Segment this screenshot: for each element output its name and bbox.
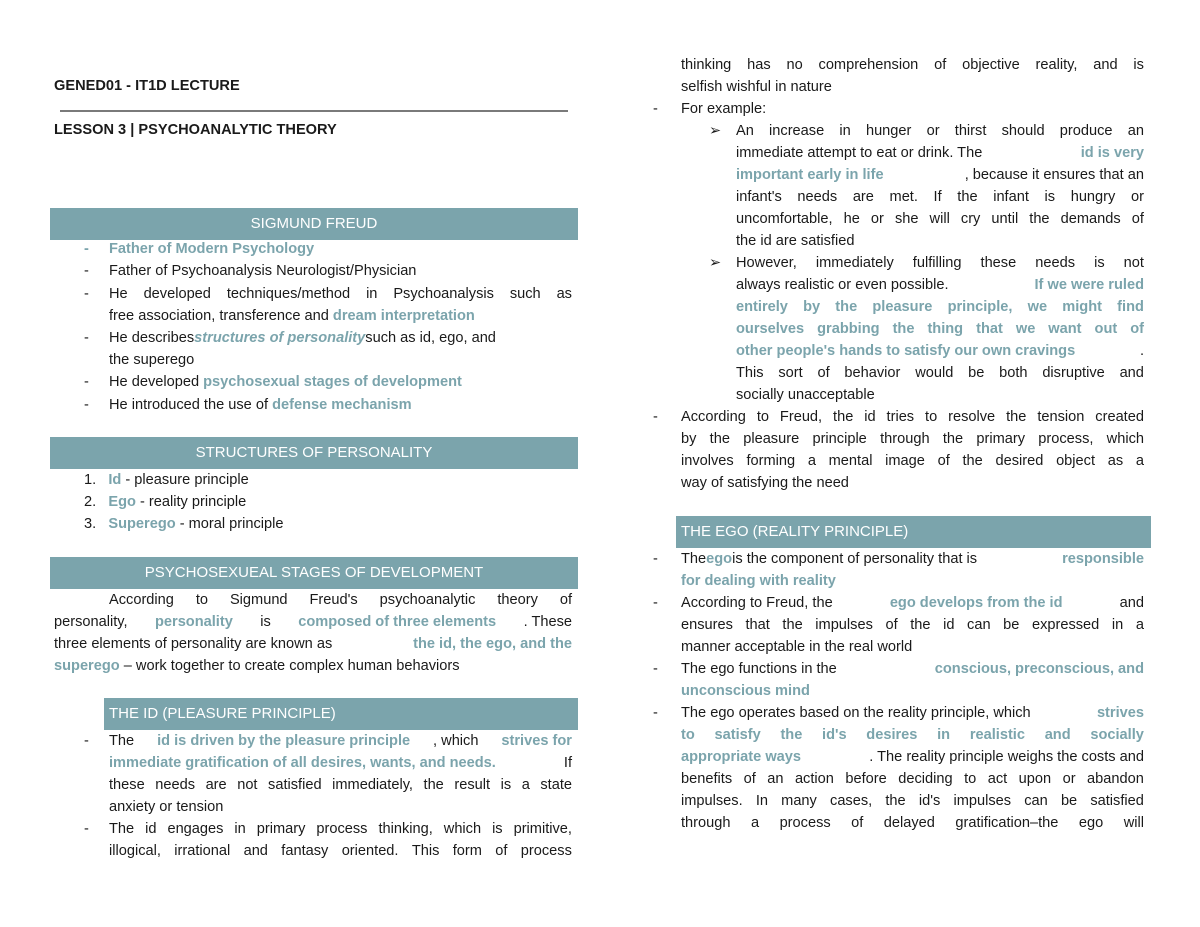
dash: - <box>653 551 658 567</box>
ego-bullet3-line2: unconscious mind <box>681 683 810 699</box>
stages-para-line2: personality, personality is composed of three elements . These <box>54 614 572 630</box>
id-bullet2-line2: illogical, irrational and fantasy oriented. This form of process <box>109 843 572 859</box>
course-title: GENED01 - IT1D LECTURE <box>54 78 240 94</box>
ego-bullet4-line4: benefits of an action before deciding to act upon or abandon <box>681 771 1144 787</box>
id-cont-line2: selfish wishful in nature <box>681 79 832 95</box>
stages-para-line4: superego – work together to create complex human behaviors <box>54 658 460 674</box>
id-bullet1-line3: these needs are not satisfied immediately, the result is a state <box>109 777 572 793</box>
dash: - <box>653 595 658 611</box>
structure-item-superego: 3. Superego - moral principle <box>84 516 284 532</box>
stages-para-line1: According to Sigmund Freud's psychoanalytic theory of <box>109 592 572 608</box>
freud-item-2: Father of Psychoanalysis Neurologist/Physician <box>109 263 417 279</box>
according-line3: involves forming a mental image of the desired object as a <box>681 453 1144 469</box>
example2-line6: This sort of behavior would be both disruptive and <box>736 365 1144 381</box>
example2-line4: ourselves grabbing the thing that we want out of <box>736 321 1144 337</box>
example2-line3: entirely by the pleasure principle, we might find <box>736 299 1144 315</box>
ego-bullet2-line1: According to Freud, the ego develops from the id and <box>681 595 1144 611</box>
example1-line1: An increase in hunger or thirst should produce an <box>736 123 1144 139</box>
example2-line5: other people's hands to satisfy our own cravings . <box>736 343 1144 359</box>
ego-bullet4-line5: impulses. In many cases, the id's impulses can be satisfied <box>681 793 1144 809</box>
example2-line2: always realistic or even possible. If we were ruled <box>736 277 1144 293</box>
freud-item-3-line2: free association, transference and dream interpretation <box>109 308 475 324</box>
according-line2: by the pleasure principle through the primary process, which <box>681 431 1144 447</box>
section-header-stages: PSYCHOSEXUEAL STAGES OF DEVELOPMENT <box>50 557 578 589</box>
according-line1: According to Freud, the id tries to resolve the tension created <box>681 409 1144 425</box>
ego-bullet4-line3: appropriate ways . The reality principle weighs the costs and <box>681 749 1144 765</box>
arrow-bullet-icon: ➢ <box>709 255 722 271</box>
freud-item-6: He introduced the use of defense mechanism <box>109 397 412 413</box>
section-header-ego: THE EGO (REALITY PRINCIPLE) <box>676 516 1151 548</box>
dash: - <box>653 101 658 117</box>
title-divider <box>60 110 568 112</box>
dash: - <box>84 286 89 302</box>
lesson-title: LESSON 3 | PSYCHOANALYTIC THEORY <box>54 122 337 138</box>
example1-line2: immediate attempt to eat or drink. The id is very <box>736 145 1144 161</box>
dash: - <box>653 661 658 677</box>
ego-bullet4-line1: The ego operates based on the reality principle, which strives <box>681 705 1144 721</box>
freud-item-1: Father of Modern Psychology <box>109 241 315 257</box>
example-label: For example: <box>681 101 767 117</box>
dash: - <box>84 397 89 413</box>
ego-bullet2-line2: ensures that the impulses of the id can be expressed in a <box>681 617 1144 633</box>
example1-line3: important early in life , because it ensures that an <box>736 167 1144 183</box>
ego-bullet4-line2: to satisfy the id's desires in realistic and socially <box>681 727 1144 743</box>
dash: - <box>84 821 89 837</box>
section-header-id: THE ID (PLEASURE PRINCIPLE) <box>104 698 578 730</box>
ego-bullet3-line1: The ego functions in the conscious, preconscious, and <box>681 661 1144 677</box>
structure-item-ego: 2. Ego - reality principle <box>84 494 247 510</box>
arrow-bullet-icon: ➢ <box>709 123 722 139</box>
stages-para-line3: three elements of personality are known as the id, the ego, and the <box>54 636 572 652</box>
dash: - <box>84 733 89 749</box>
freud-item-4-line1: He describes structures of personality such as id, ego, and <box>109 330 496 346</box>
example1-line4: infant's needs are met. If the infant is hungry or <box>736 189 1144 205</box>
freud-item-5: He developed psychosexual stages of development <box>109 374 462 390</box>
dash: - <box>653 705 658 721</box>
id-cont-line1: thinking has no comprehension of objective reality, and is <box>681 57 1144 73</box>
example1-line6: the id are satisfied <box>736 233 855 249</box>
ego-bullet2-line3: manner acceptable in the real world <box>681 639 913 655</box>
section-header-structures: STRUCTURES OF PERSONALITY <box>50 437 578 469</box>
id-bullet2-line1: The id engages in primary process thinking, which is primitive, <box>109 821 572 837</box>
freud-item-3-line1: He developed techniques/method in Psychoanalysis such as <box>109 286 572 302</box>
dash: - <box>84 330 89 346</box>
example2-line7: socially unacceptable <box>736 387 875 403</box>
id-bullet1-line1: The id is driven by the pleasure principle , which strives for <box>109 733 572 749</box>
freud-item-4-line2: the superego <box>109 352 195 368</box>
example2-line1: However, immediately fulfilling these needs is not <box>736 255 1144 271</box>
example1-line5: uncomfortable, he or she will cry until the demands of <box>736 211 1144 227</box>
dash: - <box>84 241 89 257</box>
dash: - <box>653 409 658 425</box>
ego-bullet4-line6: through a process of delayed gratification–the ego will <box>681 815 1144 831</box>
according-line4: way of satisfying the need <box>681 475 849 491</box>
structure-item-id: 1. Id - pleasure principle <box>84 472 249 488</box>
ego-bullet1-line2: for dealing with reality <box>681 573 836 589</box>
ego-bullet1-line1: The ego is the component of personality that is responsible <box>681 551 1144 567</box>
dash: - <box>84 263 89 279</box>
id-bullet1-line2: immediate gratification of all desires, wants, and needs. If <box>109 755 572 771</box>
section-header-freud: SIGMUND FREUD <box>50 208 578 240</box>
id-bullet1-line4: anxiety or tension <box>109 799 224 815</box>
dash: - <box>84 374 89 390</box>
